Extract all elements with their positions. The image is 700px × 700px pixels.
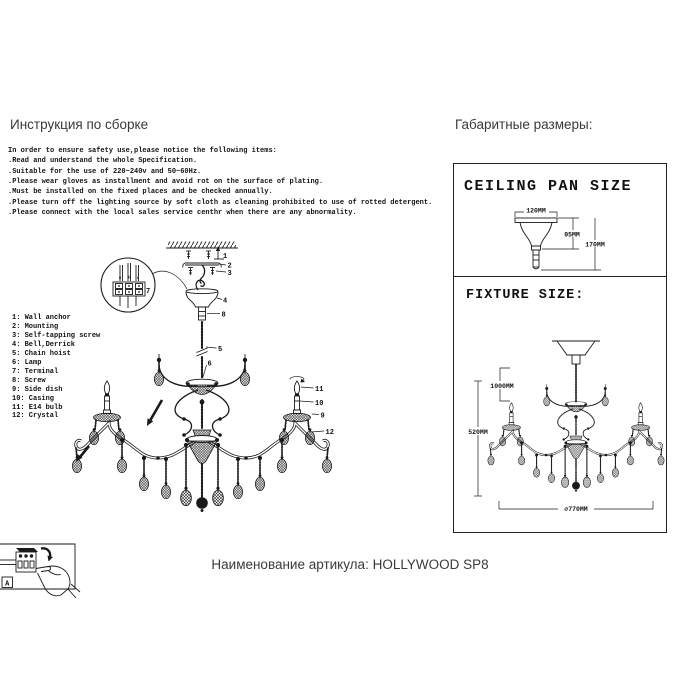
wiring-inset: [0, 538, 84, 602]
callout-6: 6: [207, 360, 212, 369]
ceiling-hatch: [168, 242, 236, 249]
ceiling-pan-title: CEILING PAN SIZE: [464, 178, 633, 195]
callout-5: 5: [218, 346, 223, 354]
assembly-arrow: [147, 400, 162, 426]
part-item: 4: Bell,Derrick: [12, 340, 76, 349]
part-item: 6: Lamp: [12, 358, 42, 367]
fixture-drawing: [454, 277, 666, 531]
callout-9: 9: [320, 412, 325, 421]
dim-fix-height: 520MM: [468, 429, 488, 436]
dim-pan-h2: 170MM: [585, 241, 605, 249]
part-item: 10: Casing: [12, 394, 55, 403]
callout-12: 12: [325, 429, 334, 437]
callout-1: 1: [223, 253, 228, 261]
terminal-block: [16, 548, 38, 572]
callout-10: 10: [315, 400, 324, 408]
tapping-screws: [188, 268, 215, 276]
terminal-mark-n: N: [118, 277, 122, 281]
callout-7: 7: [146, 288, 151, 296]
safety-line: .Please turn off the lighting source by soft cloth as cleaning prohibited to use of rotted detergent.: [8, 198, 433, 207]
page-title-right: Габаритные размеры:: [455, 117, 593, 132]
part-item: 2: Mounting: [12, 322, 59, 331]
part-item: 8: Screw: [12, 376, 46, 385]
part-item: 11: E14 bulb: [12, 403, 63, 412]
dim-fix-drop: 1000MM: [490, 383, 514, 390]
article-name: Наименование артикула: HOLLYWOOD SP8: [211, 557, 489, 572]
assembly-diagram: [40, 238, 380, 540]
callout-11: 11: [315, 386, 324, 394]
safety-line: .Please wear gloves as installment and avoid rot on the surface of plating.: [8, 178, 324, 187]
chain-hoist: [197, 322, 208, 378]
callout-4: 4: [223, 297, 228, 306]
hand-icon: [36, 566, 80, 598]
fixture-size-title: FIXTURE SIZE:: [466, 288, 585, 303]
safety-line: .Must be installed on the fixed places and be checked annually.: [8, 188, 273, 197]
part-item: 12: Crystal: [12, 412, 59, 421]
bell-canopy: [186, 289, 218, 307]
safety-line: .Suitable for the use of 220~240v and 50~60Hz.: [8, 167, 202, 176]
callout-2: 2: [227, 262, 232, 271]
fixture-canopy: [557, 341, 595, 355]
safety-line: .Read and understand the whole Specification.: [8, 157, 198, 166]
part-item: 1: Wall anchor: [12, 314, 71, 322]
part-item: 7: Terminal: [12, 367, 59, 376]
stem-screw: [199, 307, 206, 320]
terminal-detail: [101, 258, 187, 312]
press-arrow: [41, 548, 53, 561]
safety-intro: In order to ensure safety use,please notice the following items:: [8, 147, 277, 155]
dim-pan-width: 120MM: [526, 207, 546, 215]
part-item: 3: Self-tapping screw: [12, 331, 101, 340]
part-item: 9: Side dish: [12, 385, 63, 394]
pan-bell: [520, 223, 552, 247]
callout-8: 8: [221, 311, 226, 320]
page-title-left: Инструкция по сборке: [10, 117, 149, 132]
wall-anchor: [186, 251, 211, 259]
dimensions-panel: [453, 163, 667, 533]
terminal-mark-l: L: [136, 277, 140, 281]
dim-pan-h1: 95MM: [564, 231, 580, 239]
safety-instructions: [8, 146, 432, 218]
inset-label: A: [5, 580, 10, 589]
terminal-mark-earth: ⏚: [127, 276, 131, 280]
dim-fix-diameter: ⌀770MM: [564, 506, 588, 513]
safety-line: .Please connect with the local sales service centhr when there are any abnormality.: [8, 209, 357, 218]
callout-3: 3: [227, 270, 232, 278]
part-item: 5: Chain hoist: [12, 349, 71, 358]
ceiling-pan-drawing: [454, 164, 666, 276]
